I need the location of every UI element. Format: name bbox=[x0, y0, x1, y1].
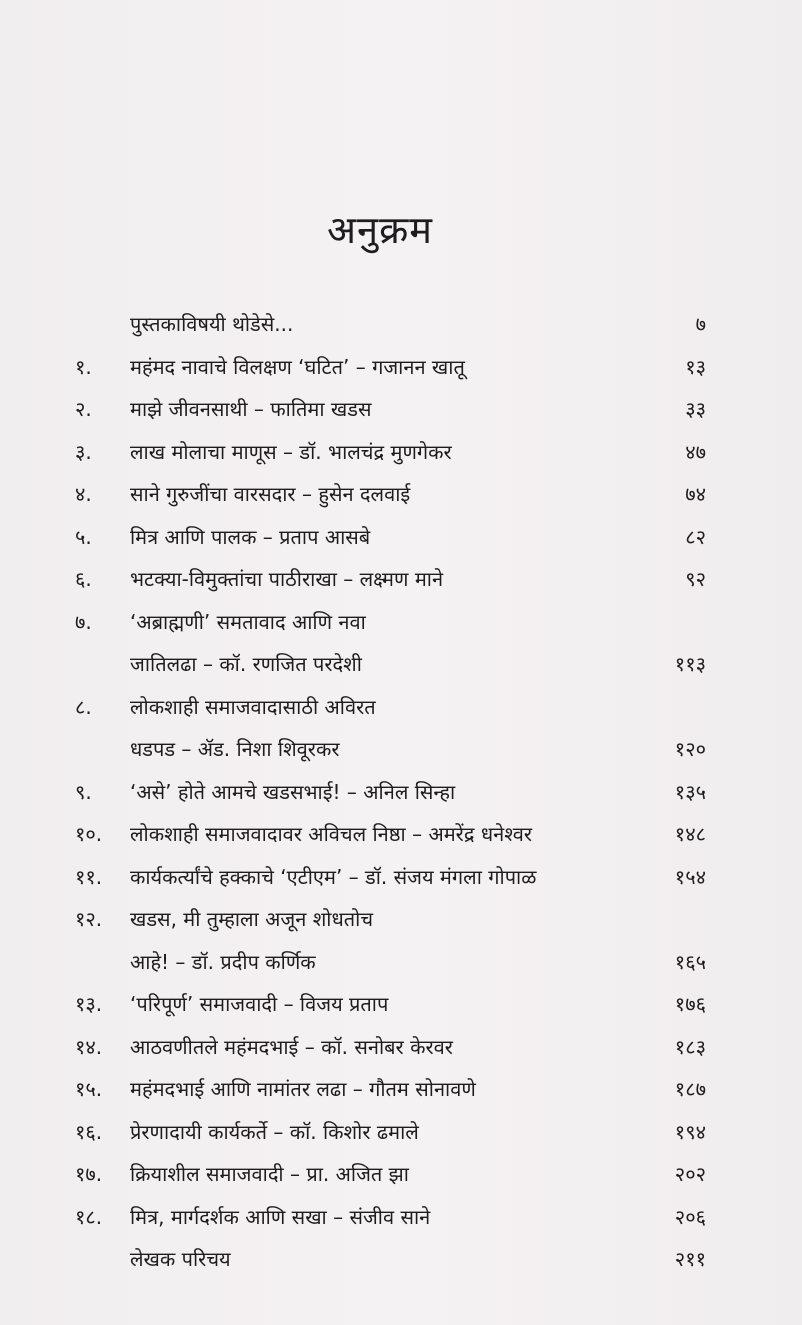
toc-entry bbox=[0, 1245, 802, 1288]
toc-entry-number: ३. bbox=[75, 439, 92, 464]
toc-entry-page-number: ४७ bbox=[685, 439, 706, 464]
toc-entry bbox=[0, 905, 802, 990]
toc-entry-number: ४. bbox=[75, 482, 92, 506]
toc-entry-number: १. bbox=[75, 354, 92, 379]
page-title: अनुक्रम bbox=[326, 208, 434, 252]
toc-entry-title: ‘परिपूर्ण’ समाजवादी – विजय प्रताप bbox=[130, 992, 389, 1016]
toc-entry bbox=[0, 1118, 802, 1161]
toc-entry bbox=[0, 1203, 802, 1246]
toc-entry bbox=[0, 480, 802, 523]
toc-entry-page-number: १२० bbox=[674, 737, 706, 761]
toc-entry-title: मित्र, मार्गदर्शक आणि सखा – संजीव साने bbox=[130, 1204, 431, 1229]
toc-entry bbox=[0, 608, 802, 693]
toc-entry-page-number: १७६ bbox=[674, 992, 706, 1016]
toc-entry-page-number: १८७ bbox=[674, 1077, 706, 1101]
toc-entry-page-number: ३३ bbox=[685, 397, 706, 421]
toc-entry-title: कार्यकर्त्यांचे हक्काचे ‘एटीएम’ – डॉ. संजय मंगला गोपाळ bbox=[130, 864, 537, 889]
toc-entry-page-number: १६५ bbox=[674, 949, 706, 974]
toc-entry-page-number: १३५ bbox=[674, 779, 706, 804]
toc-entry-title: भटक्या-विमुक्तांचा पाठीराखा – लक्ष्मण माने bbox=[130, 567, 444, 591]
toc-entry bbox=[0, 523, 802, 566]
toc-entry-number: १७. bbox=[75, 1162, 103, 1186]
toc-entry-number: २. bbox=[75, 397, 92, 421]
toc-entry bbox=[0, 820, 802, 863]
toc-entry bbox=[0, 778, 802, 821]
toc-entry-title: क्रियाशील समाजवादी – प्रा. अजित झा bbox=[130, 1162, 409, 1186]
toc-entry-page-number: ७ bbox=[695, 312, 706, 336]
toc-entry bbox=[0, 438, 802, 481]
toc-entry-page-number: ८२ bbox=[685, 524, 706, 549]
toc-entry-number: ८. bbox=[75, 694, 92, 719]
toc-entry-title: महंमदभाई आणि नामांतर लढा – गौतम सोनावणे bbox=[130, 1077, 476, 1101]
toc-entry-title: जातिलढा – कॉ. रणजित परदेशी bbox=[130, 652, 362, 676]
toc-entry-page-number: ९२ bbox=[685, 567, 706, 591]
toc-entry-number: १२. bbox=[75, 907, 103, 931]
toc-entry bbox=[0, 693, 802, 778]
toc-entry-page-number: १५४ bbox=[674, 864, 706, 889]
toc-entry bbox=[0, 565, 802, 608]
toc-entry-title: धडपड – ॲड. निशा शिवूरकर bbox=[130, 737, 340, 761]
toc-entry-title: खडस, मी तुम्हाला अजून शोधतोच bbox=[130, 907, 374, 931]
toc-entry-page-number: ७४ bbox=[685, 482, 706, 506]
toc-entry-page-number: १३ bbox=[685, 354, 706, 379]
toc-entry-page-number: २०२ bbox=[674, 1162, 706, 1186]
toc-entry-title: आहे! – डॉ. प्रदीप कर्णिक bbox=[130, 949, 316, 974]
toc-entry-page-number: १८३ bbox=[674, 1034, 706, 1059]
toc-entry bbox=[0, 1160, 802, 1203]
toc-entry-page-number: २११ bbox=[674, 1247, 706, 1271]
toc-entry-page-number: १९४ bbox=[674, 1119, 706, 1144]
toc-entry-title: साने गुरुजींचा वारसदार – हुसेन दलवाई bbox=[130, 482, 411, 506]
toc-entry-number: ७. bbox=[75, 609, 92, 634]
toc-entry-number: १०. bbox=[75, 822, 103, 846]
toc-entry-number: ९. bbox=[75, 779, 92, 804]
toc-entry bbox=[0, 310, 802, 353]
toc-entry-title: पुस्तकाविषयी थोडेसे... bbox=[130, 312, 294, 336]
toc-entry-title: महंमद नावाचे विलक्षण ‘घटित’ – गजानन खातू bbox=[130, 354, 465, 379]
toc-entry-title: लोकशाही समाजवादासाठी अविरत bbox=[130, 694, 376, 719]
toc-entry bbox=[0, 990, 802, 1033]
toc-entry-title: ‘असे’ होते आमचे खडसभाई! – अनिल सिन्हा bbox=[130, 779, 456, 804]
toc-entry-title: माझे जीवनसाथी – फातिमा खडस bbox=[130, 397, 372, 421]
toc-entry-number: १३. bbox=[75, 992, 103, 1016]
toc-entry-title: लाख मोलाचा माणूस – डॉ. भालचंद्र मुणगेकर bbox=[130, 439, 452, 464]
toc-entry-title: प्रेरणादायी कार्यकर्ते – कॉ. किशोर ढमाले bbox=[130, 1119, 419, 1144]
toc-entry-number: ५. bbox=[75, 524, 92, 549]
toc-entry-page-number: १४८ bbox=[674, 822, 706, 846]
toc-entry bbox=[0, 395, 802, 438]
toc-entry-number: १८. bbox=[75, 1204, 103, 1229]
toc-entry-number: ११. bbox=[75, 864, 103, 889]
toc-entry-page-number: ११३ bbox=[674, 652, 706, 676]
toc-entry-page-number: २०६ bbox=[674, 1204, 706, 1229]
toc-entry-title: मित्र आणि पालक – प्रताप आसबे bbox=[130, 524, 371, 549]
toc-entry bbox=[0, 863, 802, 906]
toc-entry bbox=[0, 1033, 802, 1076]
toc-entry-number: १५. bbox=[75, 1077, 103, 1101]
toc-entry bbox=[0, 353, 802, 396]
toc-entry-title: आठवणीतले महंमदभाई – कॉ. सनोबर केरवर bbox=[130, 1034, 453, 1059]
toc-entry-number: ६. bbox=[75, 567, 92, 591]
toc-entry bbox=[0, 1075, 802, 1118]
toc-entry-number: १४. bbox=[75, 1034, 103, 1059]
toc-entry-title: ‘अब्राह्मणी’ समतावाद आणि नवा bbox=[130, 609, 366, 634]
toc-entry-title: लेखक परिचय bbox=[130, 1247, 231, 1271]
toc-entry-number: १६. bbox=[75, 1119, 103, 1144]
toc-entry-title: लोकशाही समाजवादावर अविचल निष्ठा – अमरेंद्र धनेश्वर bbox=[130, 822, 533, 846]
